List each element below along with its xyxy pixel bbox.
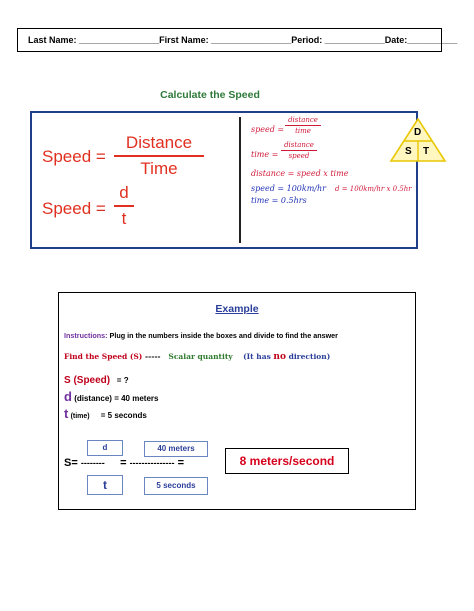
equation-line xyxy=(64,457,184,469)
note-given-time: time = 0.5hrs xyxy=(251,196,307,205)
distance-variable-row xyxy=(64,389,158,404)
fraction-bar xyxy=(114,155,204,157)
speed-value: = ? xyxy=(116,376,129,385)
note-given-speed: speed = 100km/hr xyxy=(251,184,326,193)
date-field[interactable]: Date:__________ xyxy=(384,35,458,45)
note-speed-num: distance xyxy=(288,116,318,124)
dash-long: --------------- xyxy=(129,458,175,468)
period-field[interactable]: Period: ____________ xyxy=(291,35,385,45)
instructions-label: Instructions: xyxy=(64,331,108,340)
scalar-quantity: Scalar quantity xyxy=(168,352,233,361)
note-speed-frac xyxy=(285,116,321,135)
handwritten-notes xyxy=(247,113,430,247)
note-d-result: d = 100km/hr x 0.5hr xyxy=(335,185,412,193)
student-info-header xyxy=(17,28,458,52)
note-time-num: distance xyxy=(284,141,314,149)
find-speed-text: Find the Speed (S) xyxy=(64,352,143,361)
note-time-eq: time = xyxy=(251,150,279,159)
last-name-field[interactable]: Last Name: ________________ xyxy=(28,35,160,45)
s-equals: S= xyxy=(64,457,78,469)
note-bar-2 xyxy=(281,150,317,151)
find-dashes: ----- xyxy=(144,352,161,361)
first-name-field[interactable]: First Name: ________________ xyxy=(159,35,292,45)
time-text: (time) xyxy=(70,413,90,420)
time-letter: t xyxy=(64,406,69,421)
instructions xyxy=(64,331,338,340)
equals-2: = xyxy=(177,457,185,469)
fraction-bar-small xyxy=(114,205,134,207)
numerator-d: d xyxy=(119,183,129,202)
note-time-den: speed xyxy=(288,152,310,160)
note-bar xyxy=(285,125,321,126)
page-title: Calculate the Speed xyxy=(160,89,260,101)
paren-open: (It has xyxy=(243,352,271,361)
speed-label-2: Speed = xyxy=(42,199,106,218)
speed-variable-row xyxy=(64,375,129,386)
note-time-frac xyxy=(281,141,317,160)
box-5-seconds: 5 seconds xyxy=(144,477,208,495)
distance-letter: d xyxy=(64,389,72,404)
answer-box: 8 meters/second xyxy=(225,448,349,474)
d-over-t xyxy=(114,183,134,229)
dash-short: -------- xyxy=(80,458,105,468)
speed-label-1: Speed = xyxy=(42,147,106,166)
denominator-time: Time xyxy=(140,158,178,178)
example-title: Example xyxy=(215,303,259,315)
distance-text: (distance) = 40 meters xyxy=(74,394,159,403)
box-d: d xyxy=(87,440,123,456)
box-t: t xyxy=(87,475,123,495)
distance-over-time xyxy=(114,133,204,179)
formula-panel xyxy=(30,111,430,249)
note-speed-den: time xyxy=(295,127,311,135)
equals-1: = xyxy=(120,457,127,469)
no-word: no xyxy=(273,352,286,362)
denominator-t: t xyxy=(121,208,127,228)
note-distance-line: distance = speed x time xyxy=(251,169,349,178)
numerator-distance: Distance xyxy=(125,133,193,152)
triangle-t: T xyxy=(423,146,430,157)
triangle-s: S xyxy=(405,146,412,157)
time-value: = 5 seconds xyxy=(100,411,147,420)
speed-letter: S (Speed) xyxy=(64,375,111,386)
time-variable-row xyxy=(64,406,147,421)
find-speed-line xyxy=(64,352,330,362)
example-box xyxy=(58,292,416,510)
direction-word: direction) xyxy=(288,352,331,361)
instructions-text: Plug in the numbers inside the boxes and divide to find the answer xyxy=(109,331,338,340)
dst-triangle xyxy=(389,117,447,163)
typed-formulas xyxy=(36,117,241,243)
box-40-meters: 40 meters xyxy=(144,441,208,457)
note-speed-eq: speed = xyxy=(251,125,285,134)
triangle-d: D xyxy=(414,127,422,138)
triangle-icon xyxy=(389,117,447,163)
